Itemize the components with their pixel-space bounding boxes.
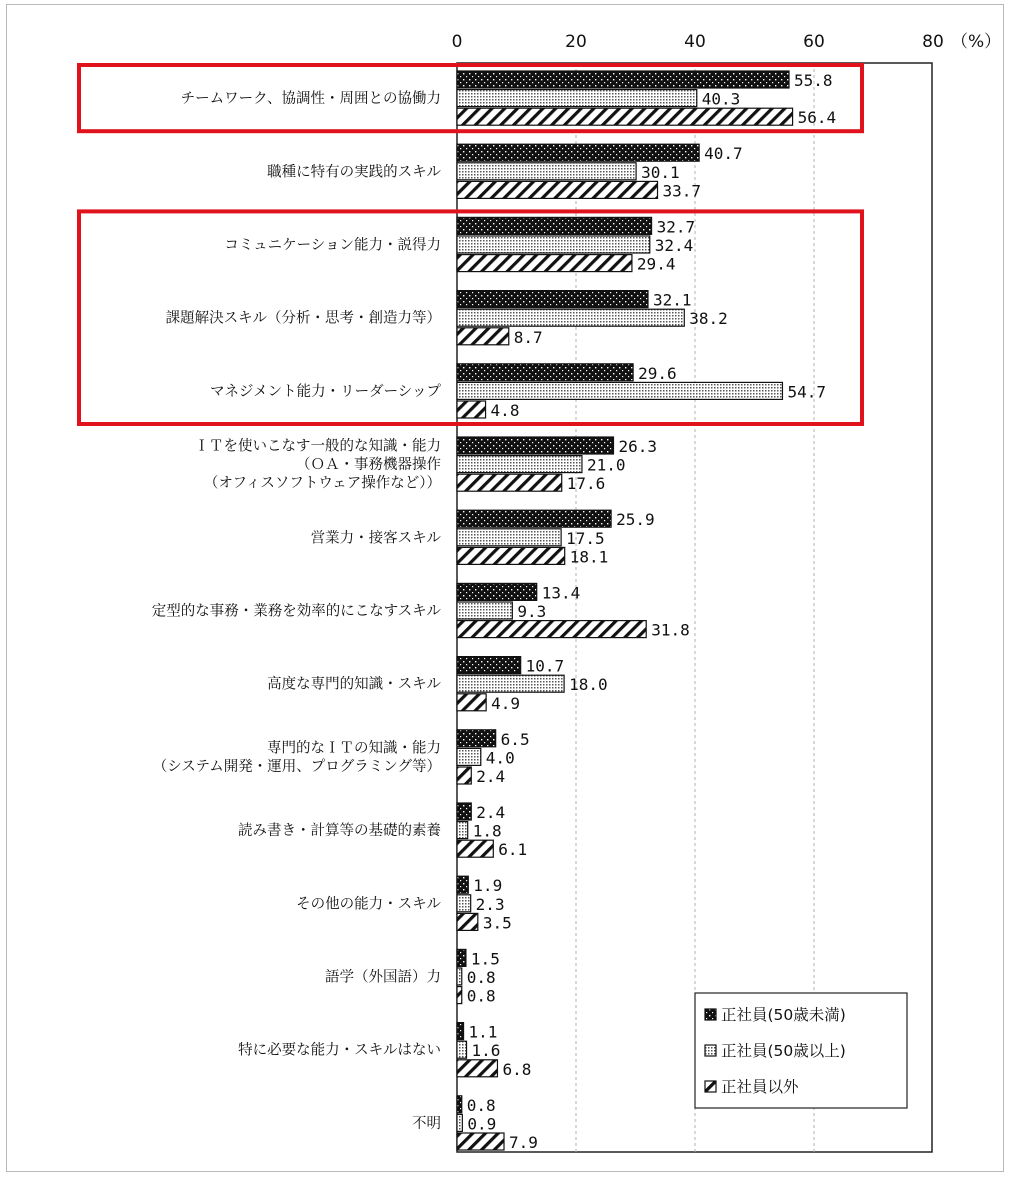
- category-label: 語学（外国語）力: [325, 969, 441, 986]
- bar-hatch: [457, 547, 565, 564]
- bar-dots-dark: [457, 1023, 464, 1040]
- data-label: 33.7: [662, 181, 702, 201]
- bar-dots-dark: [457, 1096, 462, 1113]
- data-label: 7.9: [509, 1133, 538, 1152]
- category-label: 職種に特有の実践的スキル: [267, 164, 441, 181]
- legend-entry: 正社員(50歳未満): [721, 1006, 846, 1024]
- data-label: 32.4: [654, 236, 694, 255]
- data-label: 18.0: [569, 675, 608, 695]
- bar-dots-light: [457, 163, 636, 180]
- category-label: 特に必要な能力・スキルはない: [238, 1042, 441, 1059]
- bar-dots-light: [457, 1041, 467, 1058]
- bar-dots-dark: [457, 657, 521, 674]
- bar-dots-light: [457, 382, 782, 399]
- data-label: 6.8: [502, 1059, 532, 1079]
- data-label: 10.7: [525, 656, 565, 676]
- data-label: 0.8: [466, 986, 496, 1006]
- data-label: 18.1: [569, 547, 609, 567]
- category-label: （システム開発・運用、プログラミング等）: [152, 759, 441, 776]
- data-label: 31.8: [651, 620, 690, 640]
- data-label: 56.4: [797, 108, 837, 128]
- bar-hatch: [457, 401, 486, 418]
- data-label: 1.9: [473, 876, 503, 896]
- category-label: コミュニケーション能力・説得力: [224, 237, 441, 254]
- data-label: 2.4: [476, 803, 506, 822]
- bar-dots-light: [457, 822, 468, 839]
- data-label: 1.1: [468, 1022, 498, 1042]
- legend-entry: 正社員以外: [721, 1078, 799, 1096]
- bar-dots-light: [457, 456, 582, 473]
- data-label: 40.7: [704, 144, 743, 164]
- data-label: 25.9: [616, 510, 655, 530]
- data-label: 38.2: [689, 309, 728, 329]
- data-label: 0.9: [467, 1114, 497, 1134]
- bar-hatch: [457, 181, 658, 198]
- category-label: 読み書き・計算等の基礎的素養: [238, 823, 441, 840]
- category-label: マネジメント能力・リーダーシップ: [210, 383, 441, 400]
- data-label: 17.5: [566, 528, 605, 548]
- data-label: 1.8: [472, 821, 502, 841]
- bar-hatch: [457, 621, 646, 638]
- data-label: 0.8: [466, 1095, 496, 1115]
- bar-hatch: [457, 694, 486, 711]
- bar-dots-light: [457, 895, 471, 912]
- bar-dots-light: [457, 602, 512, 619]
- data-label: 2.3: [475, 894, 505, 914]
- data-label: 6.5: [500, 729, 530, 749]
- data-label: 29.6: [638, 363, 677, 383]
- bar-dots-light: [457, 968, 462, 985]
- bar-dots-dark: [457, 144, 699, 161]
- data-label: 32.7: [656, 217, 696, 237]
- category-label: 課題解決スキル（分析・思考・創造力等）: [165, 310, 441, 327]
- legend-swatch: [705, 1081, 716, 1092]
- data-label: 9.3: [517, 602, 547, 621]
- bar-dots-dark: [457, 364, 633, 381]
- data-label: 1.5: [470, 949, 500, 969]
- data-label: 1.6: [471, 1041, 501, 1061]
- bar-hatch: [457, 108, 793, 125]
- data-label: 4.8: [490, 401, 520, 420]
- bar-dots-light: [457, 675, 564, 692]
- bar-hatch: [457, 840, 493, 857]
- bar-dots-light: [457, 309, 684, 326]
- bar-dots-dark: [457, 803, 471, 820]
- data-label: 2.4: [476, 767, 506, 786]
- bar-dots-dark: [457, 730, 496, 747]
- legend-entry: 正社員(50歳以上): [721, 1042, 846, 1060]
- category-label: （ＯＡ・事務機器操作: [296, 457, 441, 474]
- category-label: その他の能力・スキル: [296, 896, 441, 913]
- bar-hatch: [457, 1133, 504, 1150]
- data-label: 21.0: [586, 455, 626, 475]
- bar-hatch: [457, 913, 478, 930]
- category-label: ＩＴを使いこなす一般的な知識・能力: [194, 438, 441, 455]
- category-label: 営業力・接客スキル: [310, 530, 441, 547]
- data-label: 4.9: [491, 693, 521, 713]
- data-label: 54.7: [787, 382, 826, 402]
- bar-hatch: [457, 767, 471, 784]
- bar-dots-dark: [457, 949, 466, 966]
- data-label: 17.6: [566, 474, 606, 494]
- bar-dots-light: [457, 1114, 462, 1131]
- category-label: 高度な専門的知識・スキル: [267, 676, 441, 693]
- data-label: 55.8: [794, 71, 833, 90]
- bar-dots-light: [457, 236, 650, 253]
- category-label: 専門的なＩＴの知識・能力: [267, 740, 441, 757]
- bar-hatch: [457, 474, 562, 491]
- bar-hatch: [457, 987, 462, 1004]
- category-label: （オフィスソフトウェア操作など））: [203, 475, 441, 492]
- data-label: 26.3: [618, 437, 658, 456]
- bar-hatch: [457, 1060, 497, 1077]
- bar-dots-light: [457, 90, 697, 107]
- data-label: 40.3: [701, 89, 741, 109]
- data-label: 3.5: [482, 913, 512, 933]
- data-label: 8.7: [513, 327, 543, 347]
- bar-dots-dark: [457, 583, 537, 600]
- bar-dots-light: [457, 529, 561, 546]
- unit-label: （%）: [951, 32, 1002, 52]
- bar-dots-light: [457, 748, 481, 765]
- category-label: 不明: [412, 1115, 441, 1132]
- x-tick-label: 0: [451, 32, 463, 52]
- bar-hatch: [457, 328, 509, 345]
- x-tick-label: 20: [565, 32, 587, 52]
- bar-dots-dark: [457, 217, 652, 234]
- data-label: 32.1: [652, 290, 692, 310]
- data-label: 0.8: [466, 968, 496, 987]
- data-label: 4.0: [485, 748, 515, 768]
- x-tick-label: 80: [922, 32, 944, 52]
- bar-hatch: [457, 255, 632, 272]
- bar-dots-dark: [457, 510, 611, 527]
- bar-dots-dark: [457, 291, 648, 308]
- legend-swatch: [705, 1009, 716, 1020]
- data-label: 13.4: [541, 583, 581, 603]
- legend-swatch: [705, 1045, 716, 1056]
- bar-dots-dark: [457, 876, 468, 893]
- data-label: 29.4: [636, 254, 676, 274]
- data-label: 6.1: [498, 840, 528, 860]
- category-label: 定型的な事務・業務を効率的にこなすスキル: [151, 603, 441, 620]
- bar-dots-dark: [457, 437, 613, 454]
- bar-dots-dark: [457, 71, 789, 88]
- x-tick-label: 40: [684, 32, 706, 52]
- category-label: チームワーク、協調性・周囲との協働力: [180, 91, 441, 108]
- data-label: 30.1: [641, 162, 680, 182]
- x-tick-label: 60: [803, 32, 825, 52]
